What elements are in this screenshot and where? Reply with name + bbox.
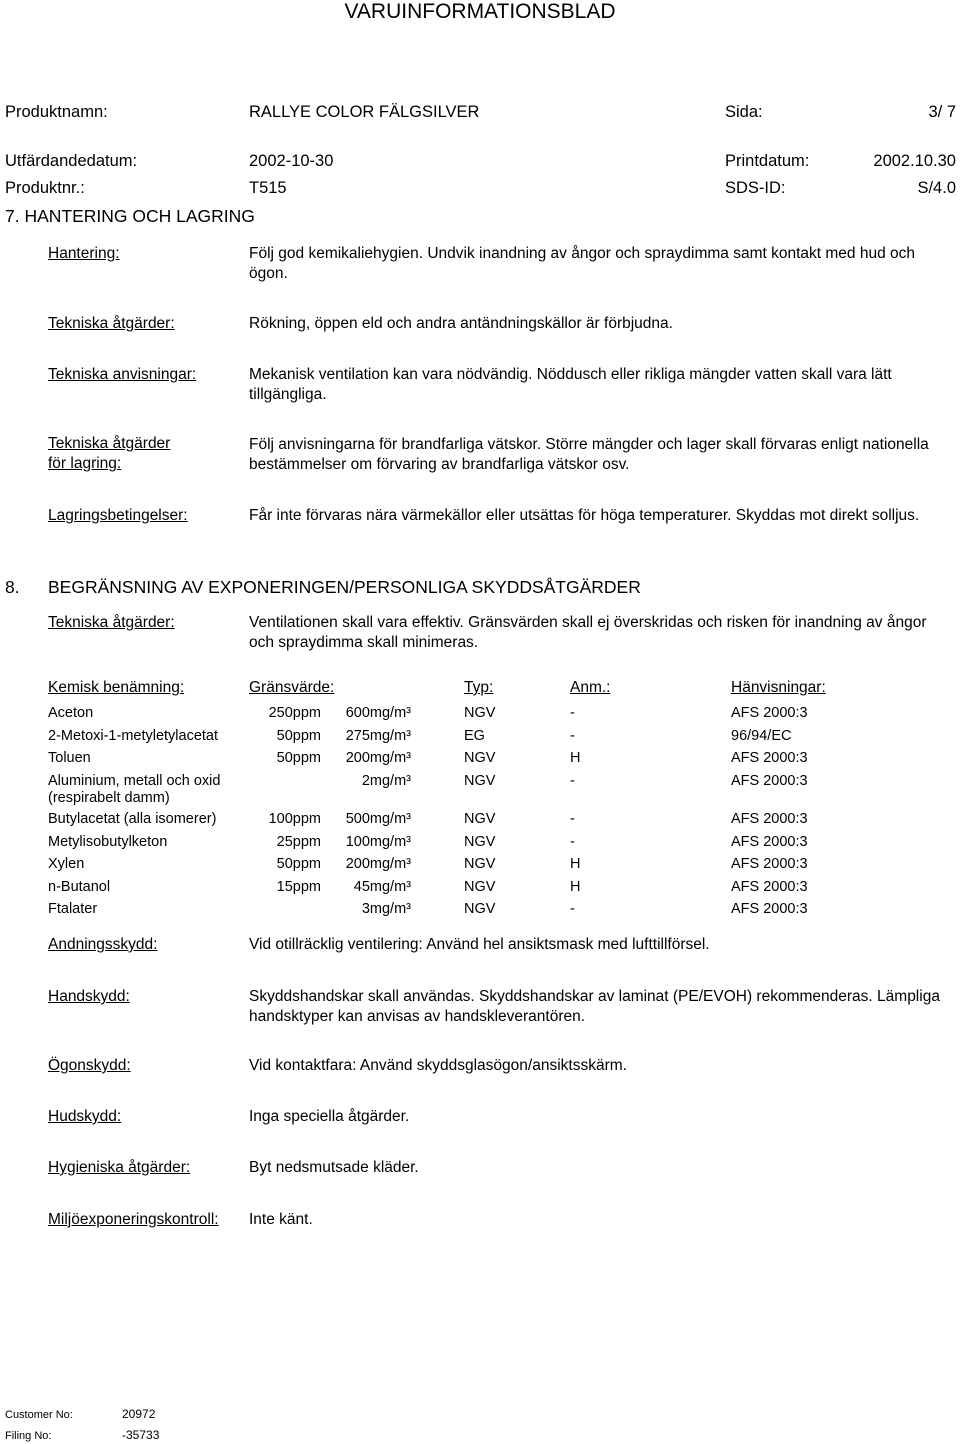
cell-type: NGV (464, 705, 496, 721)
cell-ref: AFS 2000:3 (731, 879, 808, 895)
filing-no-label: Filing No: (5, 1430, 52, 1442)
technical-measures-label: Tekniska åtgärder: (48, 315, 175, 332)
product-name: RALLYE COLOR FÄLGSILVER (249, 103, 480, 121)
cell-ppm: 50ppm (276, 856, 321, 872)
cell-mg: 200mg/m³ (345, 750, 411, 766)
hand-protection-text: Skyddshandskar skall användas. Skyddshandskar av laminat (PE/EVOH) rekommenderas. Lämpliga handsktyper kan anvisas av handskleverantören. (249, 988, 940, 1025)
cell-ppm: 50ppm (276, 728, 321, 744)
respiratory-text: Vid otillräcklig ventilering: Använd hel ansiktsmask med lufttillförsel. (249, 936, 710, 953)
cell-type: NGV (464, 773, 496, 789)
skin-protection-label: Hudskydd: (48, 1108, 122, 1125)
technical-instructions-text: Mekanisk ventilation kan vara nödvändig. Nöddusch eller rikliga mängder vatten skall vara lätt tillgängliga. (249, 366, 892, 403)
issue-date: 2002-10-30 (249, 152, 334, 170)
cell-note: H (570, 856, 581, 872)
cell-name: Butylacetat (alla isomerer) (48, 811, 217, 827)
col-header-limit: Gränsvärde: (249, 679, 335, 696)
cell-ref: AFS 2000:3 (731, 705, 808, 721)
cell-name: Toluen (48, 750, 91, 766)
cell-ref: 96/94/EC (731, 728, 792, 744)
customer-no-label: Customer No: (5, 1409, 73, 1421)
section8-number: 8. (5, 577, 20, 597)
hygiene-label: Hygieniska åtgärder: (48, 1159, 191, 1176)
storage-measures-text: Följ anvisningarna för brandfarliga vätskor. Större mängder och lager skall förvaras enligt nationella bestämmelser om förvaring av brandfarliga vätskor osv. (249, 436, 929, 473)
cell-ref: AFS 2000:3 (731, 901, 808, 917)
environment-text: Inte känt. (249, 1211, 313, 1228)
cell-type: NGV (464, 879, 496, 895)
cell-ppm: 25ppm (276, 834, 321, 850)
cell-name-line2: (respirabelt damm) (48, 790, 170, 806)
col-header-ref: Hänvisningar: (731, 679, 826, 696)
hygiene-text: Byt nedsmutsade kläder. (249, 1159, 419, 1176)
cell-type: NGV (464, 811, 496, 827)
technical-instructions-label: Tekniska anvisningar: (48, 366, 197, 383)
cell-mg: 45mg/m³ (353, 879, 411, 895)
cell-name: Aluminium, metall och oxid (48, 773, 221, 789)
cell-name: Ftalater (48, 901, 98, 917)
cell-mg: 3mg/m³ (361, 901, 411, 917)
storage-conditions-label: Lagringsbetingelser: (48, 507, 188, 524)
cell-name: Xylen (48, 856, 85, 872)
page-value: 3/ 7 (928, 103, 956, 121)
cell-ref: AFS 2000:3 (731, 834, 808, 850)
filing-no: -35733 (122, 1428, 160, 1442)
cell-type: NGV (464, 856, 496, 872)
cell-name: n-Butanol (48, 879, 111, 895)
cell-ppm: 100ppm (268, 811, 321, 827)
cell-mg: 100mg/m³ (345, 834, 411, 850)
product-no-label: Produktnr.: (5, 179, 85, 197)
technical-measures-text: Rökning, öppen eld och andra antändningskällor är förbjudna. (249, 315, 673, 332)
issue-date-label: Utfärdandedatum: (5, 152, 138, 170)
cell-ref: AFS 2000:3 (731, 811, 808, 827)
cell-ppm: 250ppm (268, 705, 321, 721)
col-header-type: Typ: (464, 679, 494, 696)
product-name-label: Produktnamn: (5, 103, 108, 121)
storage-measures-label-line1: Tekniska åtgärder (48, 435, 171, 452)
cell-name: Aceton (48, 705, 94, 721)
cell-type: EG (464, 728, 485, 744)
cell-note: - (570, 773, 575, 789)
section8-tech-label: Tekniska åtgärder: (48, 614, 175, 631)
cell-note: - (570, 705, 575, 721)
handling-label: Hantering: (48, 245, 120, 262)
product-no: T515 (249, 179, 287, 197)
cell-ppm: 15ppm (276, 879, 321, 895)
cell-mg: 275mg/m³ (345, 728, 411, 744)
cell-ref: AFS 2000:3 (731, 856, 808, 872)
print-date: 2002.10.30 (873, 152, 956, 170)
cell-mg: 600mg/m³ (345, 705, 411, 721)
document-title: VARUINFORMATIONSBLAD (344, 0, 616, 23)
environment-label: Miljöexponeringskontroll: (48, 1211, 219, 1228)
sds-id-label: SDS-ID: (725, 179, 786, 197)
print-date-label: Printdatum: (725, 152, 810, 170)
cell-ref: AFS 2000:3 (731, 750, 808, 766)
section7-heading: 7. HANTERING OCH LAGRING (5, 206, 255, 226)
col-header-name: Kemisk benämning: (48, 679, 185, 696)
hand-protection-label: Handskydd: (48, 988, 130, 1005)
section8-heading: BEGRÄNSNING AV EXPONERINGEN/PERSONLIGA SKYDDSÅTGÄRDER (48, 577, 641, 597)
cell-ref: AFS 2000:3 (731, 773, 808, 789)
cell-ppm: 50ppm (276, 750, 321, 766)
cell-type: NGV (464, 750, 496, 766)
storage-measures-label-line2: för lagring: (48, 455, 122, 472)
cell-name: 2-Metoxi-1-metyletylacetat (48, 728, 219, 744)
cell-type: NGV (464, 834, 496, 850)
cell-note: H (570, 879, 581, 895)
skin-protection-text: Inga speciella åtgärder. (249, 1108, 410, 1125)
respiratory-label: Andningsskydd: (48, 936, 158, 953)
cell-note: - (570, 811, 575, 827)
page-label: Sida: (725, 103, 763, 121)
cell-note: - (570, 834, 575, 850)
sds-id: S/4.0 (917, 179, 956, 197)
cell-mg: 2mg/m³ (361, 773, 411, 789)
cell-note: - (570, 728, 575, 744)
cell-note: H (570, 750, 581, 766)
storage-conditions-text: Får inte förvaras nära värmekällor eller utsättas för höga temperaturer. Skyddas mot direkt solljus. (249, 507, 920, 524)
cell-mg: 200mg/m³ (345, 856, 411, 872)
cell-type: NGV (464, 901, 496, 917)
col-header-note: Anm.: (570, 679, 611, 696)
eye-protection-text: Vid kontaktfara: Använd skyddsglasögon/ansiktsskärm. (249, 1057, 627, 1074)
cell-note: - (570, 901, 575, 917)
section8-tech-text: Ventilationen skall vara effektiv. Gränsvärden skall ej överskridas och risken för inandning av ångor och spraydimma skall minimeras. (249, 614, 927, 651)
cell-mg: 500mg/m³ (345, 811, 411, 827)
cell-name: Metylisobutylketon (48, 834, 168, 850)
eye-protection-label: Ögonskydd: (48, 1057, 131, 1074)
handling-text: Följ god kemikaliehygien. Undvik inandning av ångor och spraydimma samt kontakt med hud och ögon. (249, 245, 915, 282)
customer-no: 20972 (122, 1407, 156, 1421)
